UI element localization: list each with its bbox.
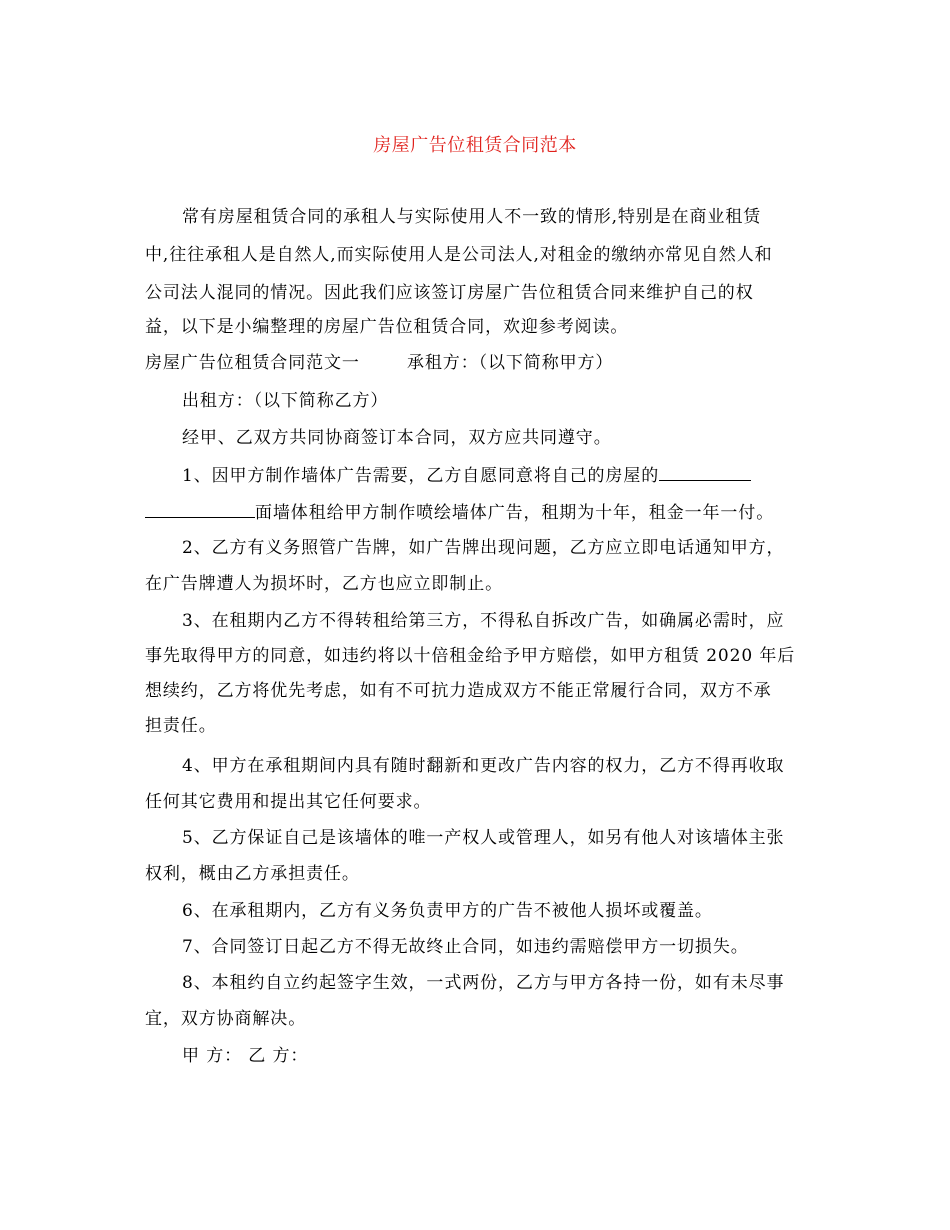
clause-7-line: 7、合同签订日起乙方不得无故终止合同，如违约需赔偿甲方一切损失。 [182, 937, 749, 957]
clause-3-line-2: 事先取得甲方的同意，如违约将以十倍租金给予甲方赔偿，如甲方租赁 2020 年后 [145, 646, 796, 666]
clause-8-line-2: 宜，双方协商解决。 [145, 1009, 307, 1029]
clause-2-line-1: 2、乙方有义务照管广告牌，如广告牌出现问题，乙方应立即电话通知甲方， [182, 538, 785, 558]
clause-3-line-4: 担责任。 [145, 716, 217, 736]
blank-field [659, 463, 751, 481]
clause-6-line: 6、在承租期内，乙方有义务负责甲方的广告不被他人损坏或覆盖。 [182, 901, 713, 921]
intro-line-1: 常有房屋租赁合同的承租人与实际使用人不一致的情形,特别是在商业租赁 [182, 207, 762, 227]
intro-line-2: 中,往往承租人是自然人,而实际使用人是公司法人,对租金的缴纳亦常见自然人和 [145, 245, 773, 265]
intro-line-3: 公司法人混同的情况。因此我们应该签订房屋广告位租赁合同来维护自己的权 [145, 283, 754, 303]
clause-2-line-2: 在广告牌遭人为损坏时，乙方也应立即制止。 [145, 574, 503, 594]
clause-4-line-1: 4、甲方在承租期间内具有随时翻新和更改广告内容的权力，乙方不得再收取 [182, 756, 785, 776]
sample-heading: 房屋广告位租赁合同范文一 [145, 353, 360, 373]
clause-8-line-1: 8、本租约自立约起签字生效，一式两份，乙方与甲方各持一份，如有未尽事 [182, 973, 785, 993]
clause-3-line-1: 3、在租期内乙方不得转租给第三方，不得私自拆改广告，如确属必需时，应 [182, 611, 785, 631]
intro-line-4: 益，以下是小编整理的房屋广告位租赁合同，欢迎参考阅读。 [145, 317, 629, 337]
clause-1-text-a: 1、因甲方制作墙体广告需要，乙方自愿同意将自己的房屋的 [182, 466, 660, 486]
lessor-line: 出租方：（以下简称乙方） [182, 391, 389, 411]
agreement-line: 经甲、乙双方共同协商签订本合同，双方应共同遵守。 [182, 428, 612, 448]
document-title: 房屋广告位租赁合同范本 [373, 135, 577, 156]
clause-1-text-b: 面墙体租给甲方制作喷绘墙体广告，租期为十年，租金一年一付。 [255, 503, 775, 523]
clause-4-line-2: 任何其它费用和提出其它任何要求。 [145, 792, 432, 812]
lessee-line: 承租方：（以下简称甲方） [407, 353, 614, 373]
clause-5-line-2: 权利，概由乙方承担责任。 [145, 864, 360, 884]
clause-5-line-1: 5、乙方保证自己是该墙体的唯一产权人或管理人，如另有他人对该墙体主张 [182, 828, 785, 848]
signature-line: 甲 方： 乙 方： [182, 1046, 309, 1066]
clause-3-line-3: 想续约，乙方将优先考虑，如有不可抗力造成双方不能正常履行合同，双方不承 [145, 681, 772, 701]
clause-1-line-1 [182, 463, 751, 488]
blank-field [145, 500, 255, 518]
clause-1-line-2 [145, 500, 774, 525]
